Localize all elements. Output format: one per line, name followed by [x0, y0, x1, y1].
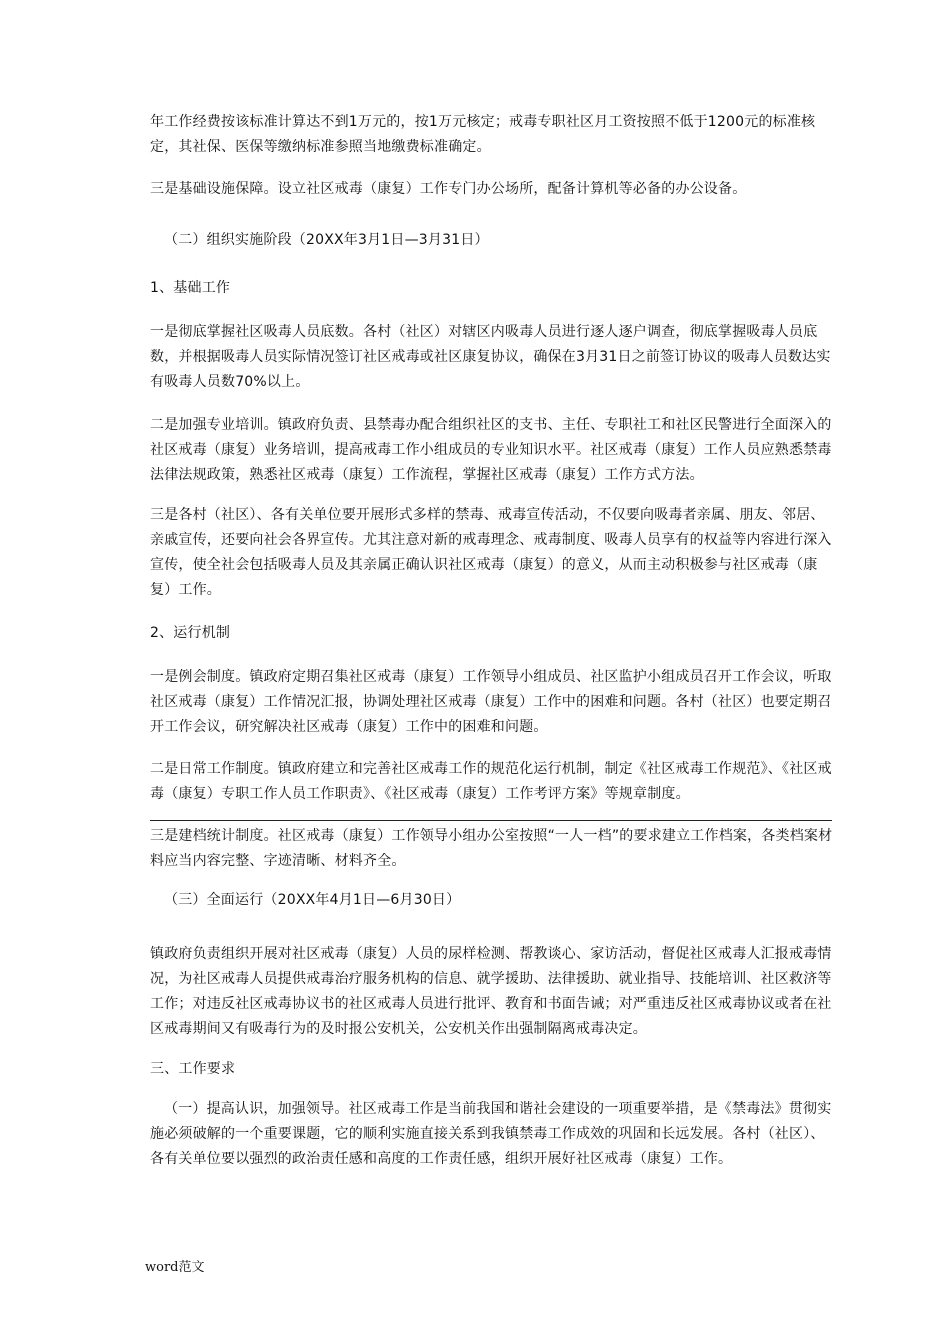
paragraph-leadership: （一）提高认识，加强领导。社区戒毒工作是当前我国和谐社会建设的一项重要举措，是《禁毒法》贯彻实施必须破解的一个重要课题，它的顺利实施直接关系到我镇禁毒工作成效的巩固和长远发展。各村（社区）、各有关单位要以强烈的政治责任感和高度的工作责任感，组织开展好社区戒毒（康复）工作。: [150, 1101, 832, 1167]
paragraph-infrastructure: 三是基础设施保障。设立社区戒毒（康复）工作专门办公场所，配备计算机等必备的办公设备。: [150, 181, 747, 197]
paragraph-publicity: 三是各村（社区）、各有关单位要开展形式多样的禁毒、戒毒宣传活动，不仅要向吸毒者亲属、朋友、邻居、亲戚宣传，还要向社会各界宣传。尤其注意对新的戒毒理念、戒毒制度、吸毒人员享有的权益等内容进行深入宣传，使全社会包括吸毒人员及其亲属正确认识社区戒毒（康复）的意义，从而主动积极参与社区戒毒（康复）工作。: [150, 507, 832, 598]
paragraph-daily-work-system: 二是日常工作制度。镇政府建立和完善社区戒毒工作的规范化运行机制，制定《社区戒毒工作规范》、《社区戒毒（康复）专职工作人员工作职责》、《社区戒毒（康复）工作考评方案》等规章制度。: [150, 761, 832, 802]
paragraph-meeting-system: 一是例会制度。镇政府定期召集社区戒毒（康复）工作领导小组成员、社区监护小组成员召开工作会议，听取社区戒毒（康复）工作情况汇报，协调处理社区戒毒（康复）工作中的困难和问题。各村（社区）也要定期召开工作会议，研究解决社区戒毒（康复）工作中的困难和问题。: [150, 669, 832, 735]
subheading-basic-work: 1、基础工作: [150, 280, 231, 296]
paragraph-full-operation-detail: 镇政府负责组织开展对社区戒毒（康复）人员的尿样检测、帮教谈心、家访活动，督促社区戒毒人汇报戒毒情况，为社区戒毒人员提供戒毒治疗服务机构的信息、就学援助、法律援助、就业指导、技能培训、社区救济等工作；对违反社区戒毒协议书的社区戒毒人员进行批评、教育和书面告诫；对严重违反社区戒毒协议或者在社区戒毒期间又有吸毒行为的及时报公安机关，公安机关作出强制隔离戒毒决定。: [150, 946, 832, 1037]
section-heading-full-operation: （三）全面运行（20XX年4月1日—6月30日）: [164, 892, 461, 908]
paragraph-funding-standard: 年工作经费按该标准计算达不到1万元的，按1万元核定；戒毒专职社区月工资按照不低于1200元的标准核定，其社保、医保等缴纳标准参照当地缴费标准确定。: [150, 114, 816, 155]
section-heading-implementation: （二）组织实施阶段（20XX年3月1日—3月31日）: [164, 232, 489, 248]
paragraph-drug-user-census: 一是彻底掌握社区吸毒人员底数。各村（社区）对辖区内吸毒人员进行逐人逐户调查，彻底掌握吸毒人员底数，并根据吸毒人员实际情况签订社区戒毒或社区康复协议，确保在3月31日之前签订协议的吸毒人员数达实有吸毒人员数70%以上。: [150, 324, 831, 390]
paragraph-training: 二是加强专业培训。镇政府负责、县禁毒办配合组织社区的支书、主任、专职社工和社区民警进行全面深入的社区戒毒（康复）业务培训，提高戒毒工作小组成员的专业知识水平。社区戒毒（康复）工作人员应熟悉禁毒法律法规政策，熟悉社区戒毒（康复）工作流程，掌握社区戒毒（康复）工作方式方法。: [150, 417, 832, 483]
horizontal-divider: [150, 820, 832, 821]
subheading-operation-mechanism: 2、运行机制: [150, 625, 231, 641]
section-heading-requirements: 三、工作要求: [150, 1061, 236, 1077]
footer-label: word范文: [145, 1260, 205, 1275]
paragraph-filing-system: 三是建档统计制度。社区戒毒（康复）工作领导小组办公室按照“一人一档”的要求建立工作档案，各类档案材料应当内容完整、字迹清晰、材料齐全。: [150, 828, 833, 869]
